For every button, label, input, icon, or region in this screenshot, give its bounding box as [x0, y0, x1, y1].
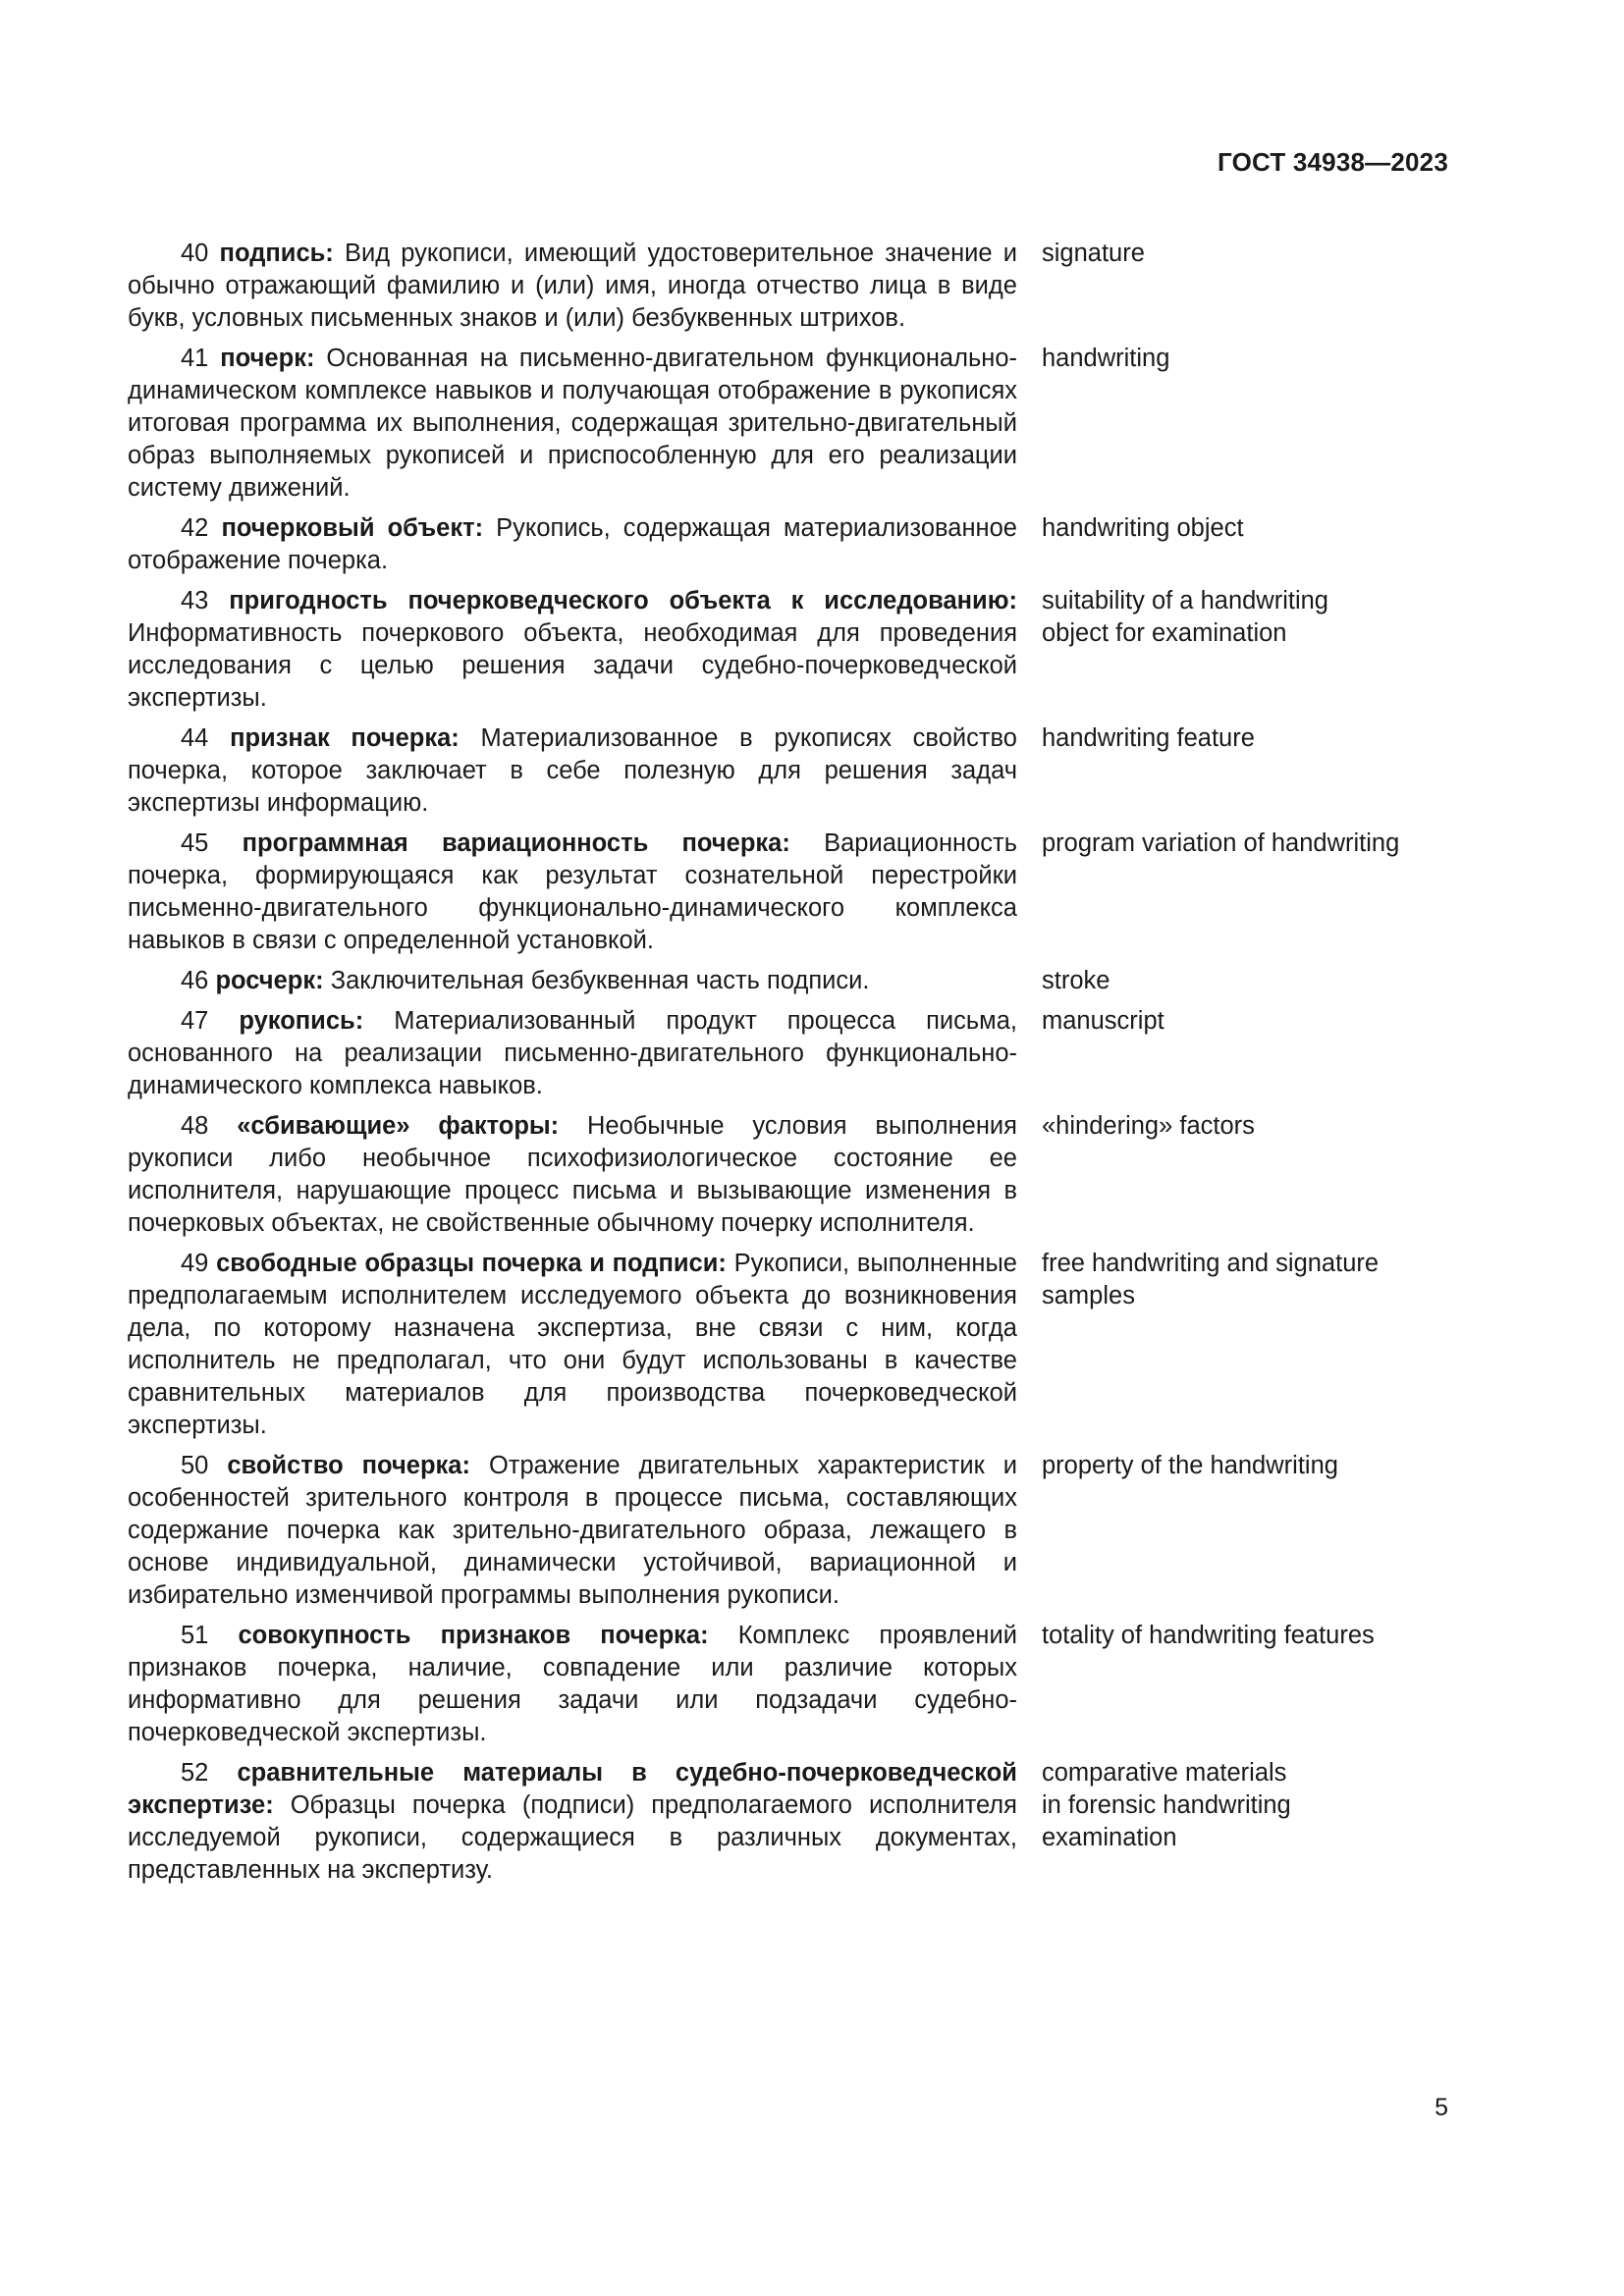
term-title: сравнительные материалы в судебно-почерковедческой экспертизе: — [128, 1759, 1017, 1819]
term-english: totality of handwriting features — [1042, 1622, 1375, 1649]
term-definition: Материализованный продукт процесса письма, основанного на реализации письменно-двигательного функционально-динамического комплекса навыков. — [128, 1007, 1017, 1099]
term-english: handwriting object — [1042, 514, 1244, 542]
term-english: «hindering» factors — [1042, 1112, 1255, 1140]
term-english: comparative materials in forensic handwriting examination — [1042, 1759, 1291, 1851]
term-definition-ru — [128, 828, 1017, 957]
term-definition: Информативность почеркового объекта, необходимая для проведения исследования с целью решения задачи судебно-почерковедческой экспертизы. — [128, 619, 1017, 712]
term-entry — [128, 1757, 1448, 1887]
term-definition: Образцы почерка (подписи) предполагаемого исполнителя исследуемой рукописи, содержащиеся в различных документах, представленных на экспертизу. — [128, 1791, 1017, 1884]
term-entry — [128, 828, 1448, 957]
term-title: программная вариационность почерка: — [242, 829, 790, 857]
term-entry — [128, 1450, 1448, 1612]
term-definition-ru — [128, 238, 1017, 335]
term-number: 43 — [181, 587, 209, 614]
term-definition-ru — [128, 1757, 1017, 1887]
term-definition: Необычные условия выполнения рукописи либо необычное психофизиологическое состояние ее исполнителя, нарушающие процесс письма и вызывающие изменения в почерковых объектах, не свойственные обычному почерку исполнителя. — [128, 1112, 1017, 1237]
term-title: свободные образцы почерка и подписи: — [216, 1250, 727, 1277]
term-definition-ru — [128, 965, 1017, 997]
term-number: 44 — [181, 724, 209, 752]
term-definition-ru — [128, 512, 1017, 577]
term-title: почерк: — [220, 345, 315, 372]
term-number: 41 — [181, 345, 209, 372]
page-number: 5 — [1435, 2094, 1448, 2121]
term-english: property of the handwriting — [1042, 1452, 1338, 1479]
term-title: признак почерка: — [230, 724, 460, 752]
term-definition: Вид рукописи, имеющий удостоверительное значение и обычно отражающий фамилию и (или) имя, иногда отчество лица в виде букв, условных письменных знаков и (или) безбуквенных штрихов. — [128, 240, 1017, 332]
term-definition: Отражение двигательных характеристик и особенностей зрительного контроля в процессе письма, составляющих содержание почерка как зрительно-двигательного образа, лежащего в основе индивидуальной, динамически устойчивой, вариационной и избирательно изменчивой программы выполнения рукописи. — [128, 1452, 1017, 1609]
term-number: 51 — [181, 1622, 209, 1649]
term-definition: Основанная на письменно-двигательном функционально-динамическом комплексе навыков и получающая отображение в рукописях итоговая программа их выполнения, содержащая зрительно-двигательный образ выполняемых рукописей и приспособленную для его реализации систему движений. — [128, 345, 1018, 502]
term-definition-ru — [128, 1620, 1017, 1749]
term-definition: Рукопись, содержащая материализованное отображение почерка. — [128, 514, 1017, 574]
term-number: 47 — [181, 1007, 209, 1035]
term-english: signature — [1042, 240, 1145, 267]
term-entry — [128, 965, 1448, 997]
term-definition: Рукописи, выполненные предполагаемым исполнителем исследуемого объекта до возникновения дела, по которому назначена экспертиза, вне связи с ним, когда исполнитель не предполагал, что они будут использованы в качестве сравнительных материалов для производства почерковедческой экспертизы. — [128, 1250, 1017, 1439]
term-number: 50 — [181, 1452, 209, 1479]
term-entry — [128, 1110, 1448, 1240]
term-definition-ru — [128, 343, 1017, 505]
term-entry — [128, 1248, 1448, 1442]
term-entry — [128, 238, 1448, 335]
term-definition: Материализованное в рукописях свойство почерка, которое заключает в себе полезную для решения задач экспертизы информацию. — [128, 724, 1017, 817]
term-entry — [128, 1620, 1448, 1749]
term-title: совокупность признаков почерка: — [238, 1622, 709, 1649]
term-entry — [128, 512, 1448, 577]
term-number: 42 — [181, 514, 209, 542]
term-english: manuscript — [1042, 1007, 1164, 1035]
term-entry — [128, 1005, 1448, 1102]
term-english: handwriting feature — [1042, 724, 1255, 752]
term-definition-ru — [128, 1248, 1017, 1442]
term-entry — [128, 722, 1448, 820]
term-english: free handwriting and signature samples — [1042, 1250, 1380, 1309]
term-number: 49 — [181, 1250, 209, 1277]
term-english: program variation of handwriting — [1042, 829, 1400, 857]
term-title: подпись: — [219, 240, 334, 267]
term-english: suitability of a handwriting object for examination — [1042, 587, 1328, 647]
term-number: 46 — [181, 967, 209, 994]
term-definition-ru — [128, 585, 1017, 715]
term-english: handwriting — [1042, 345, 1170, 372]
term-english: stroke — [1042, 967, 1110, 994]
term-definition-ru — [128, 1450, 1017, 1612]
document-code: ГОСТ 34938—2023 — [1218, 147, 1448, 177]
term-definition: Заключительная безбуквенная часть подписи. — [330, 967, 870, 994]
term-definition: Комплекс проявлений признаков почерка, наличие, совпадение или различие которых информативно для решения задачи или подзадачи судебно-почерковедческой экспертизы. — [128, 1622, 1017, 1746]
term-title: «сбивающие» факторы: — [237, 1112, 560, 1140]
term-title: росчерк: — [215, 967, 324, 994]
term-number: 52 — [181, 1759, 209, 1787]
term-number: 45 — [181, 829, 209, 857]
term-definition-ru — [128, 1110, 1017, 1240]
term-entry — [128, 343, 1448, 505]
terms-list — [128, 238, 1448, 1895]
term-definition: Вариационность почерка, формирующаяся как результат сознательной перестройки письменно-двигательного функционально-динамического комплекса навыков в связи с определенной установкой. — [128, 829, 1017, 954]
term-title: пригодность почерковедческого объекта к исследованию: — [229, 587, 1017, 614]
term-entry — [128, 585, 1448, 715]
term-title: почерковый объект: — [221, 514, 484, 542]
term-title: свойство почерка: — [227, 1452, 470, 1479]
term-number: 48 — [181, 1112, 209, 1140]
term-definition-ru — [128, 722, 1017, 820]
term-definition-ru — [128, 1005, 1017, 1102]
term-number: 40 — [181, 240, 209, 267]
term-title: рукопись: — [239, 1007, 364, 1035]
